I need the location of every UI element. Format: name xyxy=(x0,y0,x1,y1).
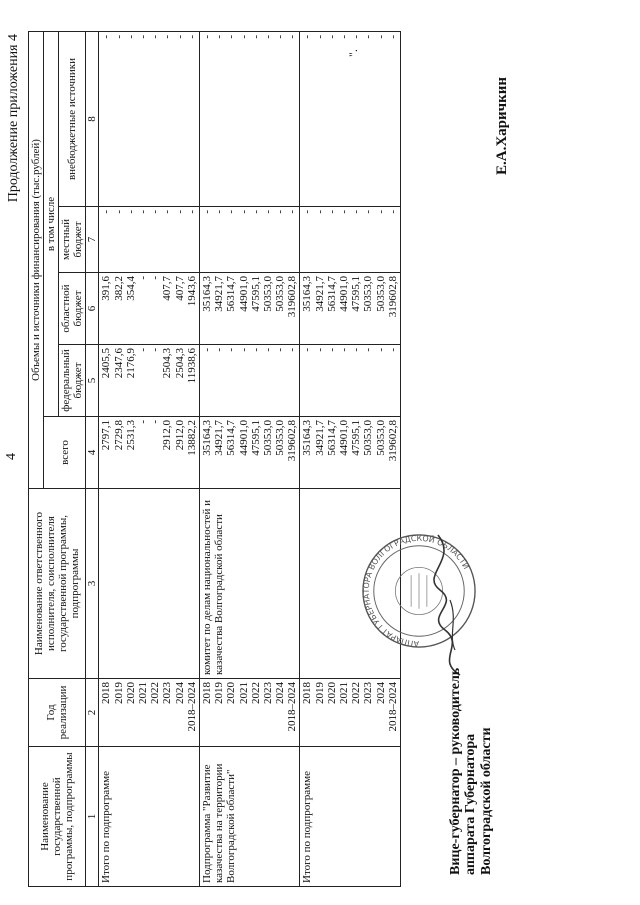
cell-value: - xyxy=(362,348,375,352)
program-name: Итого по подпрограмме xyxy=(99,747,200,887)
signature-scribble-icon xyxy=(430,530,470,680)
cell-value: - xyxy=(338,210,351,214)
cell-value: - xyxy=(124,34,137,39)
cell-value: - xyxy=(274,210,287,214)
cell-value: 35164,3 xyxy=(301,276,314,312)
header-year: Год реализации xyxy=(29,679,86,747)
cell-value: - xyxy=(173,34,186,39)
cell-value: - xyxy=(386,348,399,352)
cell-value: - xyxy=(350,34,363,39)
signature-position-line3: Волгоградской области xyxy=(478,727,494,875)
cell-value: 2504,3 xyxy=(173,348,186,379)
cell-value: 47595,1 xyxy=(350,420,363,456)
stamp-text: АППАРАТ ГУБЕРНАТОРА ВОЛГОГРАДСКОЙ ОБЛАСТИ xyxy=(361,533,471,649)
signature-position-line1: Вице-губернатор – руководитель xyxy=(448,667,463,875)
cell-value: 2023 xyxy=(161,682,174,704)
cell-value: - xyxy=(237,34,250,39)
cell-value: 2347,6 xyxy=(112,348,125,379)
cell-value: 47595,1 xyxy=(350,276,363,312)
financing-table xyxy=(28,31,401,887)
cell-value: 2405,5 xyxy=(100,348,113,379)
cell-value: - xyxy=(100,210,113,214)
cell-value: 50353,0 xyxy=(274,276,287,312)
cell-value: - xyxy=(112,34,125,39)
cell-value: 34921,7 xyxy=(213,420,226,456)
cell-value: - xyxy=(149,210,162,214)
cell-value: 2018 xyxy=(200,682,213,704)
cell-value: - xyxy=(200,210,213,214)
years-cell xyxy=(199,679,300,747)
cell-value: 35164,3 xyxy=(301,420,314,456)
total-cell xyxy=(99,417,200,489)
cell-value: 2023 xyxy=(362,682,375,704)
col-number: 6 xyxy=(86,273,99,345)
cell-value: 319602,8 xyxy=(386,276,399,318)
col-number: 2 xyxy=(86,679,99,747)
regional-cell xyxy=(99,273,200,345)
cell-value: 44901,0 xyxy=(237,420,250,456)
cell-value: 2176,9 xyxy=(124,348,137,379)
cell-value: 56314,7 xyxy=(325,420,338,456)
regional-cell xyxy=(300,273,401,345)
years-cell xyxy=(300,679,401,747)
cell-value: 2020 xyxy=(325,682,338,704)
cell-value: 319602,8 xyxy=(286,420,299,462)
extra-cell xyxy=(99,31,200,206)
cell-value: - xyxy=(137,276,150,280)
cell-value: 2022 xyxy=(249,682,262,704)
col-number: 1 xyxy=(86,747,99,887)
cell-value: 2531,3 xyxy=(124,420,137,451)
cell-value: 35164,3 xyxy=(200,420,213,456)
cell-value: 2021 xyxy=(237,682,250,704)
cell-value: 2912,0 xyxy=(161,420,174,451)
program-name: Итого по подпрограмме xyxy=(300,747,401,887)
cell-value: 2020 xyxy=(124,682,137,704)
regional-cell xyxy=(199,273,300,345)
cell-value: - xyxy=(137,210,150,214)
cell-value: - xyxy=(313,210,326,214)
cell-value: 2018–2024 xyxy=(386,682,399,732)
federal-cell xyxy=(199,345,300,417)
cell-value: 2018–2024 xyxy=(185,682,198,732)
signatory-name: Е.А.Харичкин xyxy=(494,76,510,175)
table-row xyxy=(99,31,200,886)
cell-value: - xyxy=(261,34,274,39)
header-financing: Объемы и источники финансирования (тыс.рублей) xyxy=(29,31,44,488)
cell-value: 2019 xyxy=(112,682,125,704)
cell-value: 44901,0 xyxy=(338,420,351,456)
cell-value: 2024 xyxy=(274,682,287,704)
cell-value: 50353,0 xyxy=(261,276,274,312)
cell-value: 50353,0 xyxy=(274,420,287,456)
cell-value: 2024 xyxy=(374,682,387,704)
cell-value: - xyxy=(149,34,162,39)
cell-value: 2023 xyxy=(261,682,274,704)
cell-value: 2018–2024 xyxy=(286,682,299,732)
cell-value: - xyxy=(325,210,338,214)
cell-value: - xyxy=(386,210,399,214)
header-total: всего xyxy=(44,417,86,489)
table-row xyxy=(199,31,300,886)
col-number: 5 xyxy=(86,345,99,417)
col-number: 8 xyxy=(86,31,99,206)
cell-value: - xyxy=(200,34,213,39)
cell-value: - xyxy=(200,348,213,352)
cell-value: - xyxy=(274,34,287,39)
cell-value: 2797,1 xyxy=(100,420,113,451)
cell-value: 50353,0 xyxy=(362,420,375,456)
cell-value: - xyxy=(338,348,351,352)
end-quote-mark: ". xyxy=(346,49,360,57)
cell-value: 2021 xyxy=(338,682,351,704)
cell-value: - xyxy=(350,348,363,352)
cell-value: - xyxy=(338,34,351,39)
cell-value: 50353,0 xyxy=(261,420,274,456)
cell-value: - xyxy=(313,34,326,39)
continuation-title: Продолжение приложения 4 xyxy=(6,34,21,203)
cell-value: 382,2 xyxy=(112,276,125,301)
cell-value: - xyxy=(173,210,186,214)
signature-block xyxy=(448,668,494,875)
local-cell xyxy=(99,207,200,273)
cell-value: - xyxy=(225,34,238,39)
cell-value: - xyxy=(161,34,174,39)
cell-value: 407,7 xyxy=(173,276,186,301)
cell-value: 47595,1 xyxy=(249,420,262,456)
cell-value: - xyxy=(362,210,375,214)
cell-value: 2022 xyxy=(149,682,162,704)
cell-value: - xyxy=(185,210,198,214)
cell-value: - xyxy=(274,348,287,352)
cell-value: - xyxy=(286,348,299,352)
cell-value: 2729,8 xyxy=(112,420,125,451)
table-row xyxy=(300,31,401,886)
cell-value: - xyxy=(301,210,314,214)
cell-value: 2504,3 xyxy=(161,348,174,379)
cell-value: - xyxy=(325,348,338,352)
cell-value: - xyxy=(249,34,262,39)
cell-value: - xyxy=(124,210,137,214)
cell-value: 1943,6 xyxy=(185,276,198,307)
cell-value: 34921,7 xyxy=(313,276,326,312)
cell-value: 2018 xyxy=(100,682,113,704)
cell-value: 13882,2 xyxy=(185,420,198,456)
cell-value: 2018 xyxy=(301,682,314,704)
col-number: 3 xyxy=(86,489,99,679)
cell-value: - xyxy=(100,34,113,39)
cell-value: - xyxy=(225,348,238,352)
cell-value: - xyxy=(185,34,198,39)
cell-value: - xyxy=(137,34,150,39)
cell-value: - xyxy=(386,34,399,39)
cell-value: 50353,0 xyxy=(374,276,387,312)
header-federal: федеральный бюджет xyxy=(59,345,86,417)
cell-value: 50353,0 xyxy=(362,276,375,312)
cell-value: 34921,7 xyxy=(213,276,226,312)
total-cell xyxy=(300,417,401,489)
cell-value: 44901,0 xyxy=(237,276,250,312)
cell-value: - xyxy=(301,348,314,352)
cell-value: - xyxy=(213,210,226,214)
col-number: 4 xyxy=(86,417,99,489)
cell-value: - xyxy=(249,348,262,352)
cell-value: - xyxy=(225,210,238,214)
cell-value: - xyxy=(286,210,299,214)
cell-value: - xyxy=(261,348,274,352)
cell-value: - xyxy=(374,210,387,214)
header-program: Наименование государственной программы, подпрограммы xyxy=(29,747,86,887)
cell-value: - xyxy=(350,210,363,214)
local-cell xyxy=(199,207,300,273)
cell-value: - xyxy=(374,34,387,39)
cell-value: - xyxy=(301,34,314,39)
cell-value: 56314,7 xyxy=(225,276,238,312)
cell-value: 319602,8 xyxy=(286,276,299,318)
cell-value: - xyxy=(237,210,250,214)
header-executor: Наименование ответственного исполнителя, соисполнителя государственной программы, подпрограммы xyxy=(29,489,86,679)
extra-cell xyxy=(300,31,401,206)
cell-value: 354,4 xyxy=(124,276,137,301)
cell-value: - xyxy=(149,348,162,352)
cell-value: - xyxy=(237,348,250,352)
cell-value: - xyxy=(112,210,125,214)
signature-position-line2: аппарата Губернатора xyxy=(463,733,479,875)
federal-cell xyxy=(300,345,401,417)
cell-value: - xyxy=(137,420,150,424)
cell-value: 50353,0 xyxy=(374,420,387,456)
federal-cell xyxy=(99,345,200,417)
cell-value: 2019 xyxy=(213,682,226,704)
cell-value: - xyxy=(362,34,375,39)
cell-value: 35164,3 xyxy=(200,276,213,312)
cell-value: 2024 xyxy=(173,682,186,704)
page-number: 4 xyxy=(4,453,19,460)
cell-value: 2021 xyxy=(137,682,150,704)
cell-value: 56314,7 xyxy=(225,420,238,456)
cell-value: 391,6 xyxy=(100,276,113,301)
cell-value: - xyxy=(374,348,387,352)
cell-value: - xyxy=(286,34,299,39)
cell-value: 47595,1 xyxy=(249,276,262,312)
executor-cell: комитет по делам национальностей и казачества Волгоградской области xyxy=(199,489,300,679)
extra-cell xyxy=(199,31,300,206)
cell-value: - xyxy=(313,348,326,352)
cell-value: - xyxy=(137,348,150,352)
cell-value: 2020 xyxy=(225,682,238,704)
cell-value: 407,7 xyxy=(161,276,174,301)
executor-cell xyxy=(99,489,200,679)
cell-value: 319602,8 xyxy=(386,420,399,462)
cell-value: - xyxy=(149,420,162,424)
header-local: местный бюджет xyxy=(59,207,86,273)
cell-value: - xyxy=(261,210,274,214)
cell-value: 2019 xyxy=(313,682,326,704)
cell-value: - xyxy=(325,34,338,39)
total-cell xyxy=(199,417,300,489)
cell-value: - xyxy=(161,210,174,214)
cell-value: - xyxy=(213,348,226,352)
cell-value: 11938,6 xyxy=(185,348,198,384)
col-number: 7 xyxy=(86,207,99,273)
header-regional: областной бюджет xyxy=(59,273,86,345)
cell-value: - xyxy=(213,34,226,39)
header-subgroup: в том числе xyxy=(44,31,59,416)
header-extra: внебюджетные источники xyxy=(59,31,86,206)
cell-value: - xyxy=(149,276,162,280)
program-name: Подпрограмма "Развитие казачества на территории Волгоградской области" xyxy=(199,747,300,887)
cell-value: 2912,0 xyxy=(173,420,186,451)
cell-value: 34921,7 xyxy=(313,420,326,456)
local-cell xyxy=(300,207,401,273)
cell-value: 44901,0 xyxy=(338,276,351,312)
cell-value: - xyxy=(249,210,262,214)
cell-value: 2022 xyxy=(350,682,363,704)
cell-value: 56314,7 xyxy=(325,276,338,312)
years-cell xyxy=(99,679,200,747)
